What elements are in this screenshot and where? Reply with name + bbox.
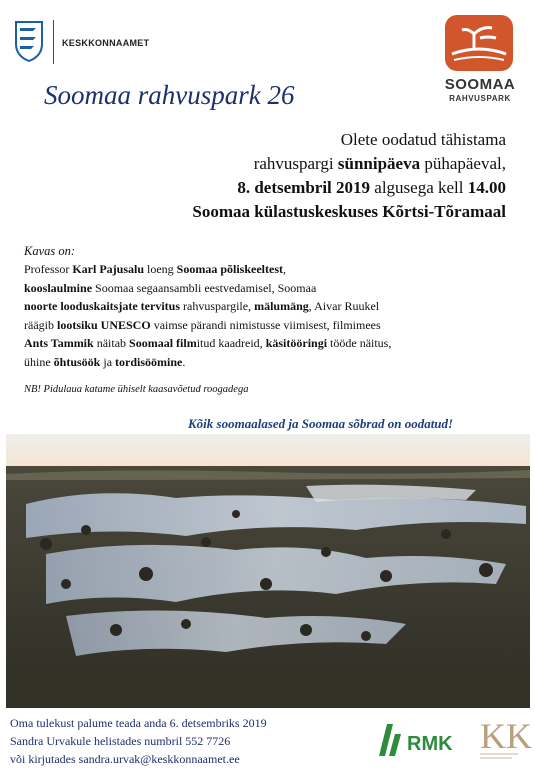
- landscape-photo: [6, 434, 530, 708]
- invitation-date: 8. detsembril 2019 algusega kell 14.00: [237, 178, 506, 197]
- park-subtitle: RAHVUSPARK: [449, 94, 511, 103]
- invitation-line-2: rahvuspargi sünnipäeva pühapäeval,: [253, 154, 506, 173]
- invitation-location: Soomaa külastuskeskuses Kõrtsi-Tõramaal: [192, 202, 506, 221]
- rsvp-line-1: Oma tulekust palume teada anda 6. detsembriks 2019: [10, 716, 267, 730]
- kk-logo-text: KK: [480, 716, 532, 756]
- rsvp-phone: Sandra Urvakule helistades numbril 552 7726: [10, 734, 231, 748]
- program-line: noorte looduskaitsjate tervitus rahvuspargile, mälumäng, Aivar Ruukel: [24, 299, 380, 313]
- program-line: ühine õhtusöök ja tordisöömine.: [24, 354, 186, 369]
- program-heading: Kavas on:: [24, 244, 76, 258]
- invitation-line-1: Olete oodatud tähistama: [340, 130, 506, 149]
- program-line: räägib lootsiku UNESCO vaimse pärandi nimistusse viimisest, filmimees: [24, 317, 381, 332]
- header-divider: [53, 20, 54, 64]
- kk-logo-icon: [476, 708, 532, 768]
- coat-of-arms-icon: [14, 20, 44, 62]
- program-line: Ants Tammik näitab Soomaal filmitud kaadreid, käsitööringi tööde näitus,: [24, 336, 392, 350]
- park-name: SOOMAA: [444, 76, 516, 93]
- program-line: kooslaulmine Soomaa segaansambli eestvedamisel, Soomaa: [24, 280, 317, 295]
- slogan: Kõik soomaalased ja Soomaa sõbrad on oodatud!: [188, 416, 454, 431]
- program-text: [24, 260, 524, 371]
- page-title: Soomaa rahvuspark 26: [44, 80, 295, 110]
- rsvp-email[interactable]: või kirjutades sandra.urvak@keskkonnaamet.ee: [10, 752, 240, 766]
- soomaa-park-logo-icon: [444, 14, 514, 72]
- rmk-logo-icon: [375, 720, 465, 760]
- rmk-logo-text: RMK: [407, 733, 453, 755]
- ministry-name: KESKKONNAAMET: [62, 38, 150, 48]
- program-line: Professor Karl Pajusalu loeng Soomaa põliskeeltest,: [24, 262, 287, 276]
- note: NB! Pidulaua katame ühiselt kaasavõetud roogadega: [24, 384, 249, 395]
